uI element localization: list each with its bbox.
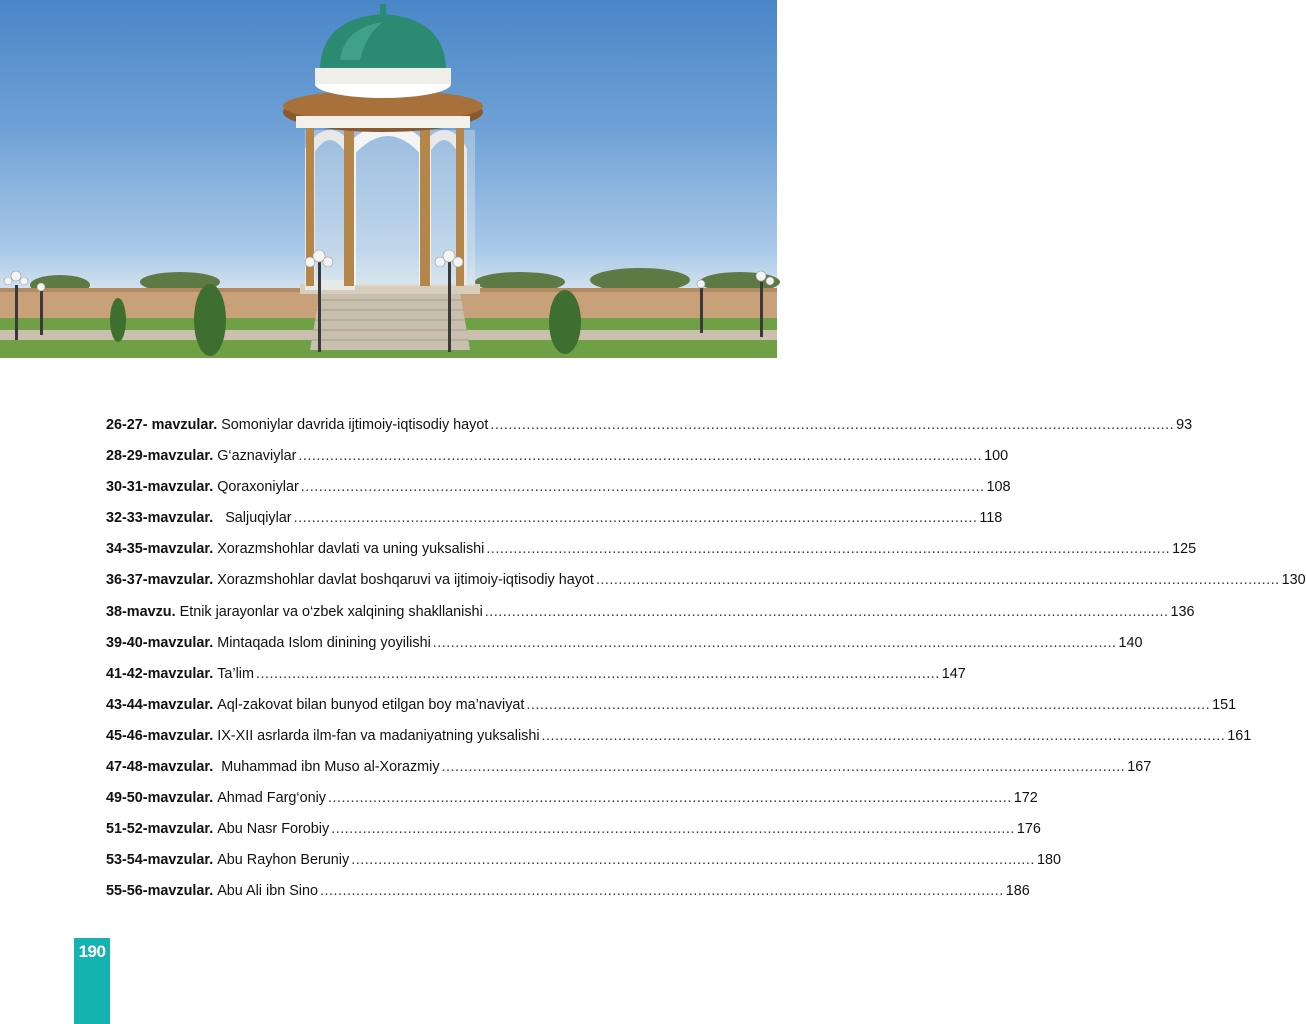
- toc-entry[interactable]: [106, 883, 1030, 914]
- page-number: 190: [78, 942, 106, 961]
- dot-leader: ........................................................................................................................................................: [351, 852, 1035, 869]
- topic-page: 147: [941, 665, 966, 682]
- toc-entry[interactable]: [106, 479, 1011, 510]
- topic-number: 38-mavzu.: [106, 603, 176, 620]
- dot-leader: ........................................................................................................................................................: [255, 665, 940, 682]
- toc-entry[interactable]: [106, 417, 1193, 448]
- stairs: [310, 292, 470, 350]
- toc-entry[interactable]: [106, 727, 1252, 759]
- topic-page: 118: [979, 510, 1003, 527]
- topic-title: Abu Rayhon Beruniy: [217, 852, 350, 869]
- topic-title: Etnik jarayonlar va o‘zbek xalqining shakllanishi: [179, 603, 483, 620]
- topic-page: 180: [1036, 852, 1061, 869]
- topic-number: 36-37-mavzular.: [106, 572, 214, 589]
- topic-number: 47-48-mavzular.: [106, 759, 214, 776]
- topic-page: 161: [1227, 727, 1252, 744]
- topic-number: 49-50-mavzular.: [106, 790, 214, 807]
- dot-leader: ........................................................................................................................................................: [526, 696, 1211, 713]
- topic-title: Ahmad Farg‘oniy: [217, 790, 326, 807]
- toc-entry[interactable]: [106, 541, 1197, 572]
- dot-leader: ........................................................................................................................................................: [320, 883, 1004, 900]
- toc-entry[interactable]: [106, 603, 1195, 635]
- topic-page: 100: [984, 448, 1009, 465]
- toc-entry[interactable]: [106, 852, 1061, 883]
- toc-entry[interactable]: [106, 510, 1003, 541]
- header-photo: [0, 0, 777, 358]
- dome: [320, 14, 446, 68]
- topic-page: 108: [986, 479, 1011, 496]
- toc-entry[interactable]: [106, 572, 1306, 603]
- topic-page: 93: [1176, 417, 1193, 433]
- topic-number: 34-35-mavzular.: [106, 541, 214, 558]
- toc-entry[interactable]: [106, 821, 1041, 852]
- topic-title: Mintaqada Islom dinining yoyilishi: [217, 634, 431, 651]
- topic-title: IX-XII asrlarda ilm-fan va madaniyatning yuksalishi: [217, 727, 540, 744]
- topic-number: 41-42-mavzular.: [106, 665, 214, 682]
- topic-title: Aql-zakovat bilan bunyod etilgan boy ma’naviyat: [217, 696, 525, 713]
- topic-page: 140: [1118, 634, 1143, 651]
- topic-title: Ta’lim: [217, 665, 254, 682]
- dot-leader: ........................................................................................................................................................: [298, 448, 983, 465]
- topic-number: 45-46-mavzular.: [106, 727, 214, 744]
- topic-page: 130: [1281, 572, 1306, 589]
- topic-number: 43-44-mavzular.: [106, 696, 214, 713]
- topic-title: Somoniylar davrida ijtimoiy-iqtisodiy hayot: [221, 417, 489, 433]
- topic-page: 176: [1016, 821, 1041, 838]
- topic-number: 39-40-mavzular.: [106, 634, 214, 651]
- topic-page: 172: [1013, 790, 1038, 807]
- toc-entry[interactable]: [106, 448, 1009, 479]
- toc-entry[interactable]: [106, 696, 1237, 728]
- dot-leader: ........................................................................................................................................................: [490, 417, 1175, 433]
- dot-leader: ........................................................................................................................................................: [484, 603, 1169, 620]
- topic-page: 136: [1170, 603, 1195, 620]
- topic-title: Saljuqiylar: [217, 510, 292, 527]
- topic-title: Qoraxoniylar: [217, 479, 299, 496]
- topic-number: 51-52-mavzular.: [106, 821, 214, 838]
- topic-title: Abu Ali ibn Sino: [217, 883, 319, 900]
- topic-page: 125: [1172, 541, 1197, 558]
- topic-title: Xorazmshohlar davlati va uning yuksalishi: [217, 541, 485, 558]
- dot-leader: ........................................................................................................................................................: [300, 479, 985, 496]
- mausoleum-illustration: [0, 0, 777, 358]
- dot-leader: ........................................................................................................................................................: [541, 727, 1226, 744]
- page-number-tab: [74, 938, 110, 1024]
- dot-leader: ........................................................................................................................................................: [441, 759, 1126, 776]
- topic-title: G‘aznaviylar: [217, 448, 297, 465]
- topic-number: 53-54-mavzular.: [106, 852, 214, 869]
- topic-number: 55-56-mavzular.: [106, 883, 214, 900]
- topic-number: 30-31-mavzular.: [106, 479, 214, 496]
- toc-entry[interactable]: [106, 790, 1038, 821]
- topic-page: 186: [1005, 883, 1030, 900]
- dot-leader: ........................................................................................................................................................: [486, 541, 1171, 558]
- toc-entry[interactable]: [106, 634, 1143, 666]
- dot-leader: ........................................................................................................................................................: [432, 634, 1117, 651]
- topic-number: 32-33-mavzular.: [106, 510, 214, 527]
- toc-entry[interactable]: [106, 759, 1152, 790]
- dot-leader: ........................................................................................................................................................: [331, 821, 1015, 838]
- topic-page: 151: [1212, 696, 1237, 713]
- topic-page: 167: [1127, 759, 1152, 776]
- toc-entry[interactable]: [106, 665, 966, 697]
- dot-leader: ........................................................................................................................................................: [293, 510, 978, 527]
- topic-number: 26-27- mavzular.: [106, 417, 218, 433]
- table-of-contents: [106, 417, 1306, 915]
- topic-title: Abu Nasr Forobiy: [217, 821, 330, 838]
- topic-number: 28-29-mavzular.: [106, 448, 214, 465]
- dot-leader: ........................................................................................................................................................: [327, 790, 1012, 807]
- topic-title: Xorazmshohlar davlat boshqaruvi va ijtimoiy-iqtisodiy hayot: [217, 572, 594, 589]
- topic-title: Muhammad ibn Muso al-Xorazmiy: [217, 759, 440, 776]
- dot-leader: ........................................................................................................................................................: [595, 572, 1280, 589]
